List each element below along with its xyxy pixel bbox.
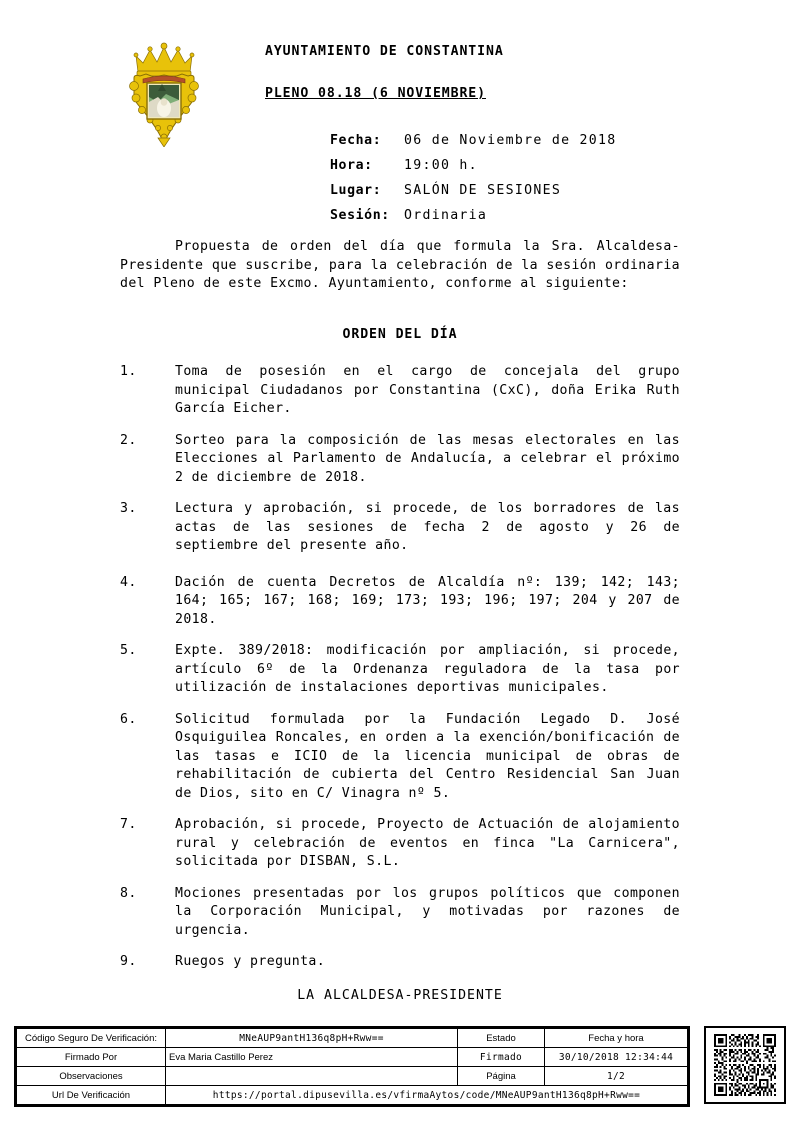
session-details: [330, 133, 750, 233]
agenda-number: 2.: [120, 432, 137, 448]
csv-value: MNeAUP9antH136q8pH+Rww==: [166, 1029, 458, 1048]
meta-row-lugar: [330, 183, 750, 208]
estado-value: Firmado: [458, 1048, 545, 1067]
agenda-list: [120, 363, 680, 985]
url-value[interactable]: https://portal.dipusevilla.es/vfirmaAytos/code/MNeAUP9antH136q8pH+Rww==: [166, 1086, 688, 1105]
pagina-value: 1/2: [545, 1067, 688, 1086]
agenda-item-2: [120, 432, 680, 488]
meta-row-fecha: [330, 133, 750, 158]
agenda-item-3: [120, 500, 680, 556]
agenda-text: Mociones presentadas por los grupos políticos que componen la Corporación Municipal, y motivadas por razones de urgencia.: [175, 885, 680, 938]
agenda-number: 1.: [120, 364, 137, 379]
agenda-number: 4.: [120, 574, 137, 590]
agenda-item-5: [120, 642, 680, 698]
agenda-number: 9.: [120, 954, 137, 969]
meta-value-hora: 19:00 h.: [404, 158, 478, 173]
intro-paragraph: Propuesta de orden del día que formula la Sra. Alcaldesa-Presidente que suscribe, para la celebración de la sesión ordinaria del Pleno de este Excmo. Ayuntamiento, conforme al siguiente:: [120, 239, 680, 291]
fecha-hora-value: 30/10/2018 12:34:44: [545, 1048, 688, 1067]
agenda-text: Lectura y aprobación, si procede, de los borradores de las actas de las sesiones de fecha 2 de agosto y 26 de septiembre del presente año.: [175, 501, 680, 553]
meta-value-fecha: 06 de Noviembre de 2018: [404, 133, 617, 148]
firmado-por-label: Firmado Por: [17, 1048, 166, 1067]
agenda-text: Dación de cuenta Decretos de Alcaldía nº: 139; 142; 143; 164; 165; 167; 168; 169; 173; 193; 196; 197; 204 y 207 de 2018.: [175, 574, 680, 627]
document-header: [0, 0, 800, 150]
agenda-text: Solicitud formulada por la Fundación Legado D. José Osquiguilea Roncales, en orden a la exención/bonificación de las tasas e ICIO de la licencia municipal de obras de rehabilitación de cubierta del Centro Residencial San Juan de Dios, sito en C/ Vinagra nº 5.: [175, 711, 680, 801]
url-label: Url De Verificación: [17, 1086, 166, 1105]
agenda-text: Sorteo para la composición de las mesas electorales en las Elecciones al Parlamento de Andalucía, a celebrar el próximo 2 de diciembre de 2018.: [175, 432, 680, 485]
agenda-item-1: [120, 363, 680, 419]
verification-footer: [14, 1026, 786, 1104]
table-row: [17, 1048, 688, 1067]
observaciones-label: Observaciones: [17, 1067, 166, 1086]
agenda-text: Aprobación, si procede, Proyecto de Actuación de alojamiento rural y celebración de eventos en finca "La Carnicera", solicitada por DISBAN, S.L.: [175, 817, 680, 869]
agenda-item-8: [120, 885, 680, 941]
meta-value-sesion: Ordinaria: [404, 208, 488, 223]
firmado-por-value: Eva Maria Castillo Perez: [166, 1048, 458, 1067]
meta-label-lugar: Lugar:: [330, 183, 382, 198]
meta-label-fecha: Fecha:: [330, 133, 382, 148]
agenda-text: Ruegos y pregunta.: [175, 954, 326, 969]
meta-value-lugar: SALÓN DE SESIONES: [404, 183, 562, 198]
verification-table: [16, 1028, 688, 1105]
verification-table-wrapper: [14, 1026, 690, 1107]
observaciones-value: [166, 1067, 458, 1086]
table-row: [17, 1086, 688, 1105]
agenda-item-4: [120, 574, 680, 630]
pagina-label: Página: [458, 1067, 545, 1086]
agenda-item-6: [120, 711, 680, 804]
agenda-text: Expte. 389/2018: modificación por ampliación, si procede, artículo 6º de la Ordenanza reguladora de la tasa por utilización de instalaciones deportivas municipales.: [175, 643, 680, 695]
table-row: [17, 1067, 688, 1086]
table-row: [17, 1029, 688, 1048]
meta-row-hora: [330, 158, 750, 183]
signature-line: LA ALCALDESA-PRESIDENTE: [297, 988, 503, 1003]
agenda-number: 7.: [120, 817, 137, 832]
agenda-heading: ORDEN DEL DÍA: [342, 327, 458, 342]
organization-title: AYUNTAMIENTO DE CONSTANTINA: [265, 44, 504, 59]
agenda-number: 3.: [120, 501, 137, 516]
fecha-hora-header: Fecha y hora: [545, 1029, 688, 1048]
meta-label-sesion: Sesión:: [330, 208, 390, 223]
document-title: PLENO 08.18 (6 NOVIEMBRE): [265, 86, 486, 101]
agenda-item-9: [120, 953, 680, 972]
csv-label: Código Seguro De Verificación:: [17, 1029, 166, 1048]
qr-code-icon[interactable]: [704, 1026, 786, 1104]
agenda-text: Toma de posesión en el cargo de concejala del grupo municipal Ciudadanos por Constantina (CxC), doña Erika Ruth García Eicher.: [175, 364, 680, 416]
coat-of-arms-icon: [128, 42, 200, 147]
meta-label-hora: Hora:: [330, 158, 373, 173]
meta-row-sesion: [330, 208, 750, 233]
agenda-number: 8.: [120, 885, 137, 901]
agenda-number: 6.: [120, 711, 137, 727]
agenda-item-7: [120, 816, 680, 872]
agenda-number: 5.: [120, 643, 137, 658]
estado-header: Estado: [458, 1029, 545, 1048]
